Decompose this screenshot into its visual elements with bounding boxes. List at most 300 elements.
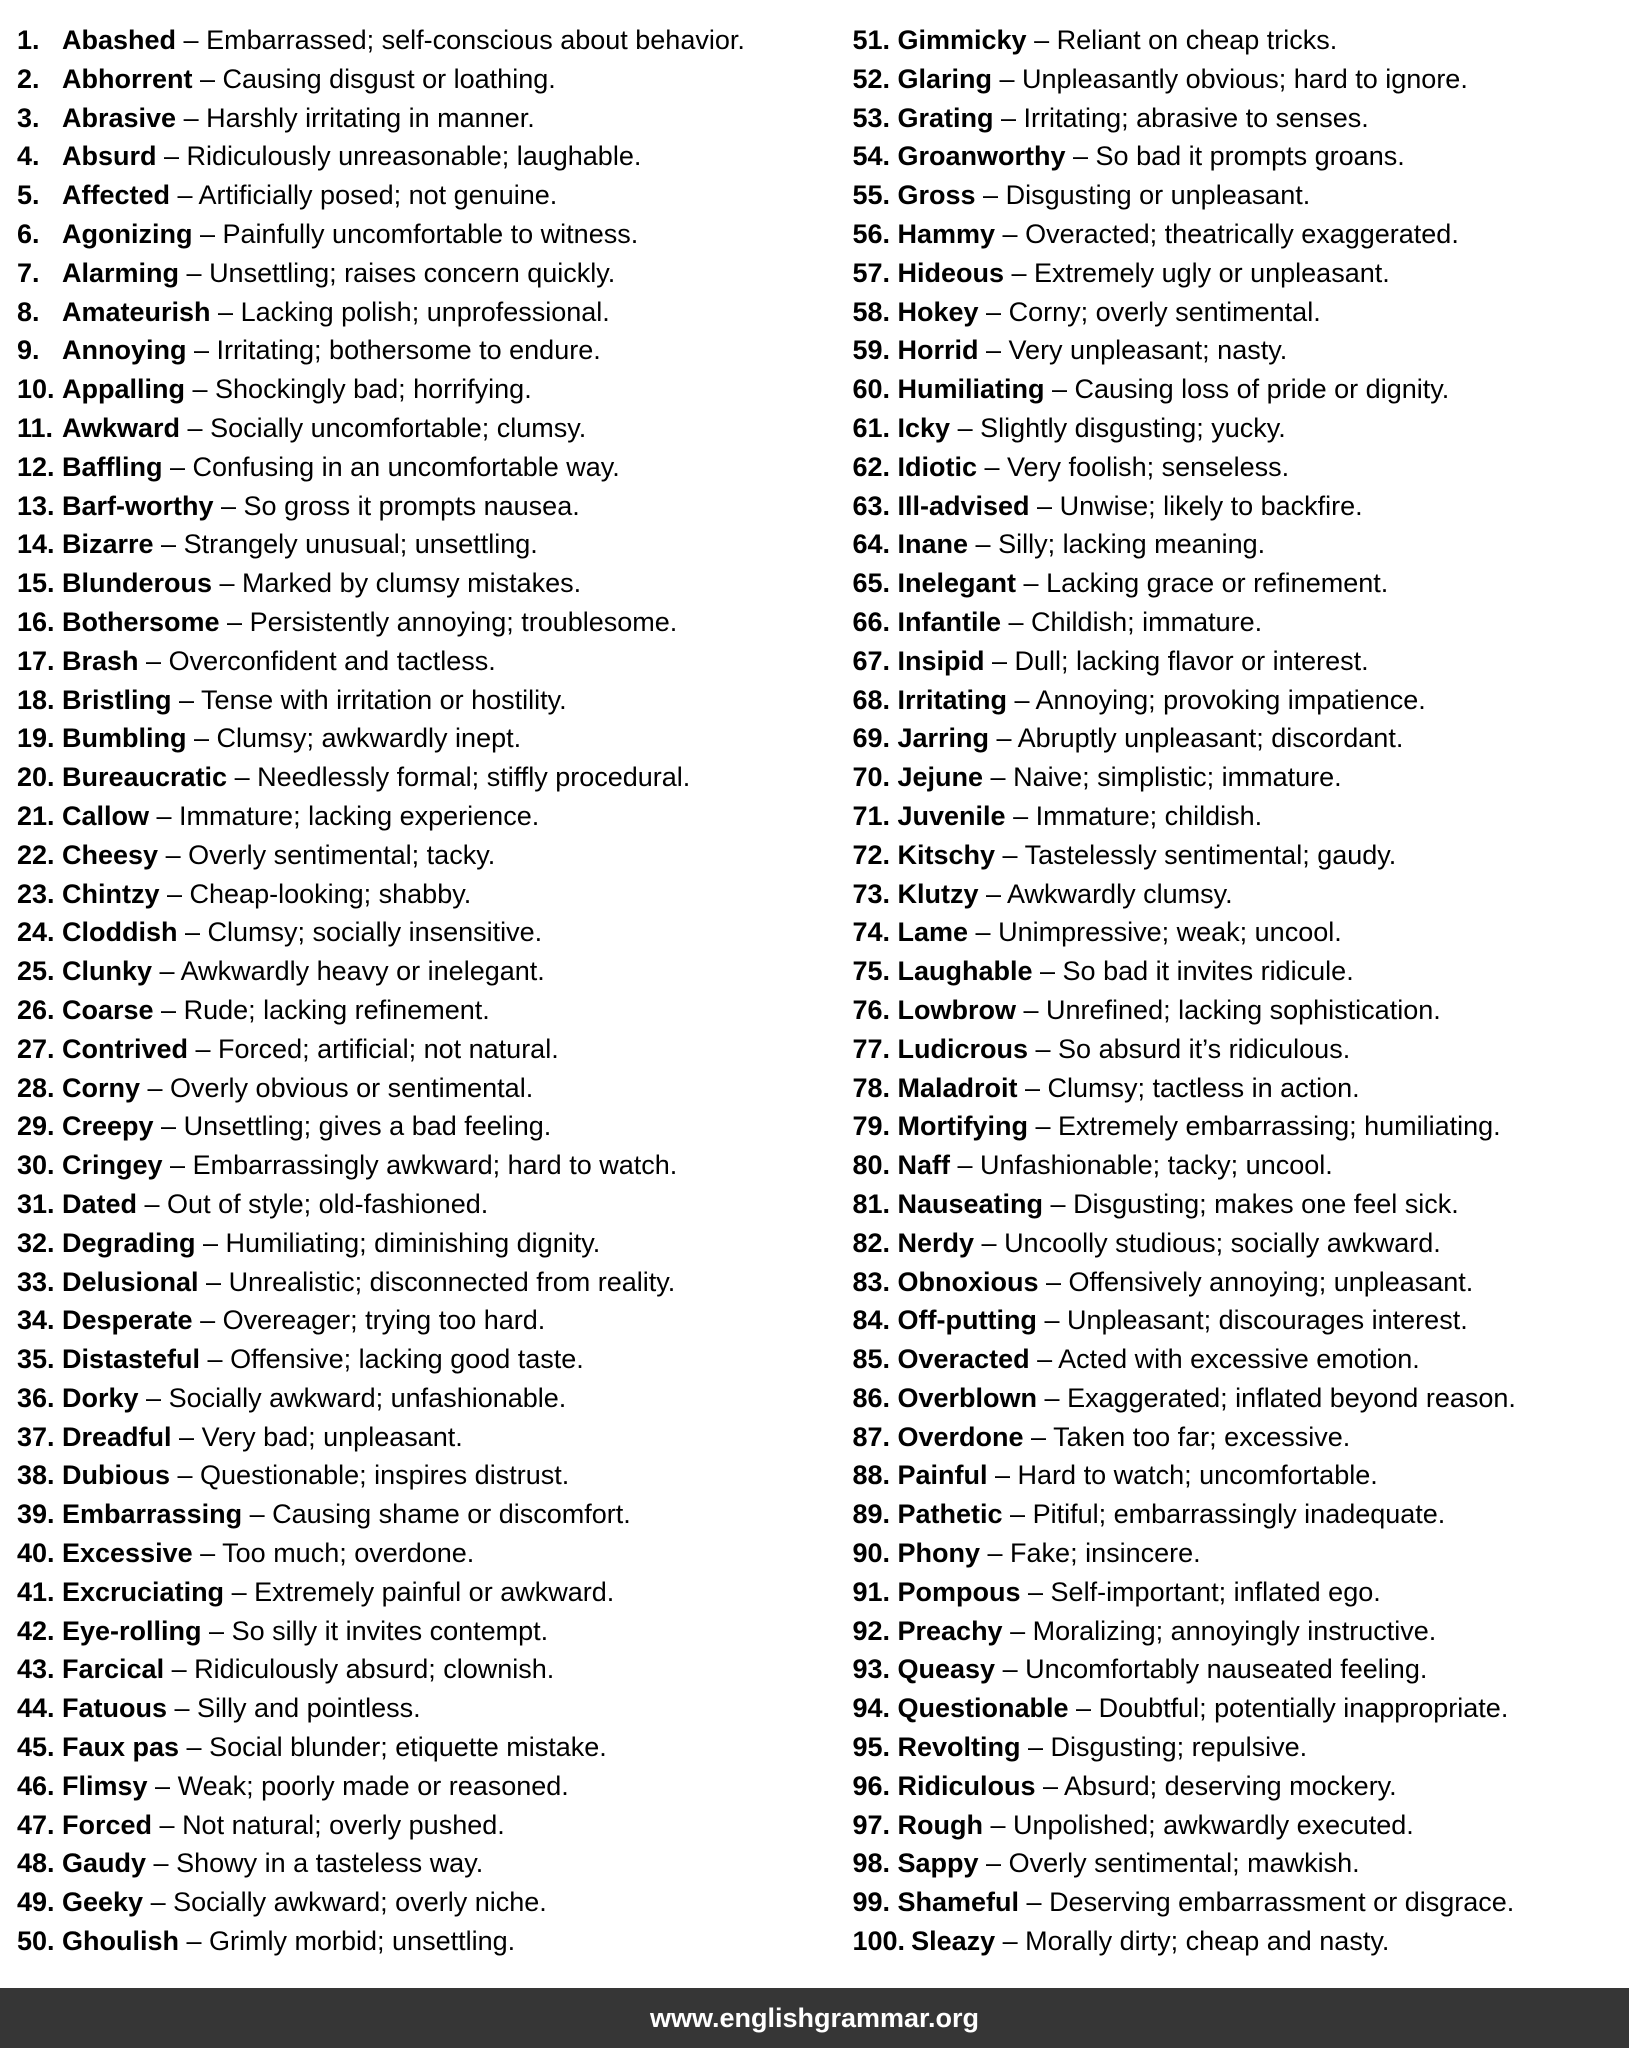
item-text — [898, 1732, 1308, 1762]
item-number: 87. — [852, 1421, 891, 1452]
item-separator: – — [177, 917, 208, 948]
item-number: 91. — [852, 1576, 891, 1607]
list-item — [17, 293, 815, 332]
list-item — [853, 176, 1629, 215]
list-item — [17, 758, 815, 797]
item-term: Delusional — [62, 1266, 199, 1297]
item-definition: Fake; insincere. — [1010, 1538, 1201, 1569]
item-number: 71. — [852, 800, 891, 831]
item-text — [62, 1654, 554, 1684]
item-term: Idiotic — [897, 451, 977, 482]
item-number: 15. — [17, 568, 55, 599]
item-definition: Embarrassed; self-conscious about behavior. — [206, 25, 745, 55]
item-term: Abashed — [62, 25, 177, 55]
item-separator: – — [162, 1150, 193, 1181]
item-separator: – — [1038, 1266, 1069, 1297]
item-number: 95. — [852, 1732, 891, 1763]
list-item — [853, 1418, 1629, 1457]
item-definition: Strangely unusual; unsettling. — [183, 529, 538, 560]
item-number: 49. — [17, 1887, 55, 1918]
item-text — [898, 1111, 1501, 1141]
item-text — [898, 1616, 1437, 1646]
list-item — [853, 254, 1629, 293]
item-definition: Morally dirty; cheap and nasty. — [1025, 1926, 1390, 1957]
item-separator: – — [146, 1848, 177, 1879]
item-separator: – — [185, 374, 216, 405]
item-term: Sleazy — [911, 1926, 996, 1957]
item-definition: Slightly disgusting; yucky. — [980, 412, 1286, 443]
item-text — [62, 1189, 488, 1219]
item-text — [62, 141, 641, 171]
item-definition: Overly sentimental; tacky. — [188, 839, 496, 870]
item-definition: Overly obvious or sentimental. — [170, 1072, 534, 1103]
item-number: 80. — [852, 1150, 891, 1181]
item-definition: Self-important; inflated ego. — [1050, 1576, 1381, 1607]
list-item — [853, 1030, 1629, 1069]
list-item — [17, 1495, 815, 1534]
list-item — [17, 1534, 815, 1573]
item-number: 50. — [17, 1926, 55, 1957]
item-definition: Awkwardly heavy or inelegant. — [180, 956, 545, 987]
item-separator: – — [984, 645, 1015, 676]
list-item — [853, 1340, 1629, 1379]
item-term: Infantile — [897, 606, 1002, 637]
item-text — [898, 1771, 1397, 1801]
item-separator: – — [978, 1848, 1009, 1879]
item-text — [898, 956, 1354, 986]
item-definition: Deserving embarrassment or disgrace. — [1049, 1887, 1515, 1918]
item-term: Dorky — [62, 1382, 139, 1413]
item-separator: – — [1023, 1421, 1054, 1452]
item-text — [62, 25, 745, 55]
item-term: Inane — [897, 529, 969, 560]
list-item — [17, 1069, 815, 1108]
item-term: Ridiculous — [897, 1770, 1036, 1801]
item-number: 4. — [17, 141, 40, 172]
item-term: Bureaucratic — [62, 762, 228, 793]
item-separator: – — [993, 102, 1024, 133]
item-term: Bumbling — [62, 723, 187, 754]
item-definition: Annoying; provoking impatience. — [1035, 684, 1426, 715]
item-separator: – — [977, 451, 1008, 482]
list-item — [853, 1806, 1629, 1845]
footer-bar — [0, 1988, 1629, 2048]
item-number: 45. — [17, 1732, 55, 1763]
item-separator: – — [224, 1576, 255, 1607]
item-definition: Not natural; overly pushed. — [182, 1809, 505, 1840]
item-text — [62, 413, 586, 443]
item-term: Dubious — [62, 1460, 170, 1491]
item-definition: Clumsy; awkwardly inept. — [216, 723, 522, 754]
item-definition: Offensively annoying; unpleasant. — [1068, 1266, 1474, 1297]
item-text — [62, 607, 677, 637]
item-term: Excruciating — [62, 1576, 225, 1607]
list-item — [17, 797, 815, 836]
item-text — [898, 491, 1363, 521]
item-number: 92. — [852, 1615, 891, 1646]
item-separator: – — [213, 490, 244, 521]
item-term: Icky — [897, 412, 951, 443]
item-definition: Unrefined; lacking sophistication. — [1046, 994, 1441, 1025]
item-definition: Childish; immature. — [1031, 606, 1263, 637]
list-item — [17, 254, 815, 293]
list-item — [853, 603, 1629, 642]
item-text — [62, 840, 495, 870]
item-number: 82. — [852, 1227, 891, 1258]
item-definition: Abruptly unpleasant; discordant. — [1017, 723, 1404, 754]
item-term: Overacted — [897, 1344, 1030, 1375]
item-number: 89. — [852, 1499, 891, 1530]
item-text — [62, 1693, 421, 1723]
item-definition: Disgusting or unpleasant. — [1005, 180, 1311, 211]
item-text — [62, 1073, 533, 1103]
item-separator: – — [1016, 568, 1047, 599]
item-term: Contrived — [62, 1033, 189, 1064]
item-text — [62, 917, 542, 947]
item-text — [62, 685, 567, 715]
list-item — [853, 1922, 1629, 1961]
item-definition: Moralizing; annoyingly instructive. — [1032, 1615, 1437, 1646]
item-text — [898, 1073, 1360, 1103]
item-number: 68. — [852, 684, 891, 715]
item-text — [898, 917, 1342, 947]
item-separator: – — [186, 723, 217, 754]
item-number: 96. — [852, 1770, 891, 1801]
list-item — [17, 370, 815, 409]
item-text — [62, 1383, 566, 1413]
item-definition: Lacking grace or refinement. — [1046, 568, 1389, 599]
item-separator: – — [1029, 490, 1060, 521]
item-term: Pathetic — [897, 1499, 1003, 1530]
item-term: Klutzy — [897, 878, 979, 909]
item-term: Blunderous — [62, 568, 213, 599]
item-term: Groanworthy — [897, 141, 1066, 172]
item-definition: Acted with excessive emotion. — [1058, 1344, 1420, 1375]
item-separator: – — [219, 606, 250, 637]
item-term: Overblown — [897, 1382, 1038, 1413]
list-item — [853, 215, 1629, 254]
item-term: Dated — [62, 1188, 138, 1219]
item-definition: Social blunder; etiquette mistake. — [209, 1732, 607, 1763]
item-text — [898, 1267, 1474, 1297]
item-term: Agonizing — [62, 218, 193, 249]
list-item — [853, 642, 1629, 681]
item-separator: – — [176, 102, 207, 133]
item-definition: Tastelessly sentimental; gaudy. — [1024, 839, 1397, 870]
item-separator: – — [1002, 1499, 1033, 1530]
item-separator: – — [982, 1809, 1014, 1840]
item-separator: – — [143, 1887, 174, 1918]
item-term: Hammy — [897, 218, 996, 249]
item-definition: Persistently annoying; troublesome. — [249, 606, 678, 637]
item-number: 75. — [852, 956, 891, 987]
item-separator: – — [162, 451, 193, 482]
item-number: 64. — [852, 529, 891, 560]
item-number: 26. — [17, 994, 55, 1025]
list-item — [17, 913, 815, 952]
item-number: 38. — [17, 1460, 55, 1491]
item-number: 46. — [17, 1770, 55, 1801]
item-number: 5. — [17, 180, 40, 211]
list-item — [17, 1844, 815, 1883]
item-number: 61. — [852, 412, 891, 443]
item-separator: – — [968, 529, 999, 560]
item-text — [898, 995, 1441, 1025]
item-term: Phony — [897, 1538, 981, 1569]
item-definition: Clumsy; tactless in action. — [1047, 1072, 1360, 1103]
item-term: Corny — [62, 1072, 141, 1103]
list-item — [853, 448, 1629, 487]
item-number: 62. — [852, 451, 891, 482]
item-separator: – — [974, 1227, 1005, 1258]
item-number: 51. — [852, 25, 891, 55]
item-separator: – — [149, 800, 180, 831]
item-text — [62, 1460, 569, 1490]
item-separator: – — [1019, 1887, 1050, 1918]
item-term: Ill-advised — [897, 490, 1030, 521]
item-text — [62, 995, 490, 1025]
item-text — [62, 879, 471, 909]
item-term: Excessive — [62, 1538, 193, 1569]
item-text — [898, 64, 1468, 94]
item-term: Gimmicky — [897, 25, 1027, 55]
item-definition: Socially uncomfortable; clumsy. — [210, 412, 587, 443]
item-term: Fatuous — [62, 1693, 167, 1724]
item-term: Flimsy — [62, 1770, 148, 1801]
item-text — [62, 491, 580, 521]
item-term: Barf-worthy — [62, 490, 214, 521]
website-url: www.englishgrammar.org — [649, 2002, 980, 2033]
item-text — [62, 1577, 614, 1607]
item-definition: Pitiful; embarrassingly inadequate. — [1032, 1499, 1446, 1530]
item-number: 44. — [17, 1693, 55, 1724]
item-definition: Dull; lacking flavor or interest. — [1014, 645, 1369, 676]
item-separator: – — [1017, 1072, 1048, 1103]
item-term: Clunky — [62, 956, 153, 987]
item-text — [62, 1034, 559, 1064]
item-definition: Forced; artificial; not natural. — [218, 1033, 559, 1064]
item-separator: – — [1001, 606, 1032, 637]
list-item — [17, 642, 815, 681]
item-number: 56. — [852, 218, 891, 249]
list-item — [17, 1340, 815, 1379]
item-definition: Awkwardly clumsy. — [1007, 878, 1233, 909]
item-separator: – — [180, 412, 211, 443]
item-definition: Artificially posed; not genuine. — [198, 180, 558, 211]
list-item — [853, 913, 1629, 952]
item-separator: – — [138, 1382, 169, 1413]
item-term: Faux pas — [62, 1732, 180, 1763]
item-text — [898, 646, 1369, 676]
item-separator: – — [192, 1305, 223, 1336]
item-separator: – — [978, 335, 1009, 366]
item-term: Abhorrent — [62, 63, 193, 94]
item-term: Bothersome — [62, 606, 220, 637]
item-text — [898, 103, 1369, 133]
item-separator: – — [950, 412, 981, 443]
item-definition: Immature; lacking experience. — [179, 800, 540, 831]
item-text — [898, 297, 1321, 327]
item-text — [62, 1538, 474, 1568]
list-item — [853, 409, 1629, 448]
item-text — [62, 1150, 677, 1180]
word-list-column-2 — [815, 0, 1629, 1988]
list-item — [17, 1728, 815, 1767]
item-definition: Extremely ugly or unpleasant. — [1034, 257, 1390, 288]
item-term: Hideous — [897, 257, 1005, 288]
item-text — [62, 103, 535, 133]
item-term: Overdone — [897, 1421, 1024, 1452]
item-text — [898, 1150, 1333, 1180]
item-definition: Out of style; old-fashioned. — [167, 1188, 489, 1219]
list-item — [853, 487, 1629, 526]
item-text — [898, 1034, 1351, 1064]
item-definition: Embarrassingly awkward; hard to watch. — [192, 1150, 678, 1181]
item-definition: Questionable; inspires distrust. — [200, 1460, 570, 1491]
list-item — [17, 1650, 815, 1689]
list-item — [853, 875, 1629, 914]
list-item — [17, 1418, 815, 1457]
item-number: 85. — [852, 1344, 891, 1375]
list-item — [853, 1107, 1629, 1146]
item-term: Eye-rolling — [62, 1615, 202, 1646]
item-definition: Causing shame or discomfort. — [272, 1499, 631, 1530]
item-text — [898, 374, 1450, 404]
item-separator: – — [1068, 1693, 1099, 1724]
list-item — [853, 1612, 1629, 1651]
item-separator: – — [201, 1615, 232, 1646]
item-definition: Shockingly bad; horrifying. — [215, 374, 532, 405]
item-term: Mortifying — [897, 1111, 1028, 1142]
item-text — [62, 1887, 547, 1917]
item-text — [898, 219, 1459, 249]
item-term: Kitschy — [897, 839, 996, 870]
item-definition: Unfashionable; tacky; uncool. — [980, 1150, 1333, 1181]
list-item — [17, 875, 815, 914]
item-term: Off-putting — [897, 1305, 1037, 1336]
item-text — [898, 335, 1288, 365]
item-definition: Exaggerated; inflated beyond reason. — [1067, 1382, 1516, 1413]
item-text — [898, 1538, 1201, 1568]
item-text — [62, 1228, 600, 1258]
item-term: Cheesy — [62, 839, 159, 870]
item-term: Horrid — [897, 335, 979, 366]
item-text — [62, 297, 610, 327]
item-separator: – — [1035, 1770, 1065, 1801]
item-number: 30. — [17, 1150, 55, 1181]
item-separator: – — [1020, 1732, 1051, 1763]
item-separator: – — [975, 180, 1006, 211]
item-text — [62, 1267, 675, 1297]
item-definition: Weak; poorly made or reasoned. — [177, 1770, 569, 1801]
item-definition: Rude; lacking refinement. — [183, 994, 490, 1025]
item-term: Alarming — [62, 257, 180, 288]
list-item — [853, 1534, 1629, 1573]
list-item — [853, 331, 1629, 370]
item-text — [898, 1810, 1414, 1840]
item-term: Irritating — [897, 684, 1008, 715]
item-text — [62, 646, 496, 676]
item-text — [898, 180, 1311, 210]
item-separator: – — [152, 1809, 183, 1840]
item-number: 99. — [852, 1887, 891, 1918]
item-definition: So bad it prompts groans. — [1095, 141, 1405, 172]
item-text — [898, 568, 1389, 598]
item-term: Farcical — [62, 1654, 165, 1685]
item-number: 52. — [852, 63, 891, 94]
item-definition: Overconfident and tactless. — [168, 645, 496, 676]
item-text — [898, 1848, 1360, 1878]
list-item — [853, 1146, 1629, 1185]
item-term: Laughable — [897, 956, 1033, 987]
item-separator: – — [1004, 257, 1035, 288]
item-number: 69. — [852, 723, 891, 754]
list-item — [853, 1379, 1629, 1418]
item-separator: – — [156, 141, 187, 172]
item-term: Desperate — [62, 1305, 193, 1336]
item-definition: Ridiculously unreasonable; laughable. — [186, 141, 642, 172]
list-item — [853, 1728, 1629, 1767]
list-item — [853, 1844, 1629, 1883]
item-text — [62, 1926, 515, 1956]
item-number: 21. — [17, 800, 55, 831]
item-number: 18. — [17, 684, 55, 715]
item-text — [898, 685, 1426, 715]
item-text — [898, 1189, 1459, 1219]
item-number: 54. — [852, 141, 891, 172]
list-item — [17, 1146, 815, 1185]
item-number: 17. — [17, 645, 55, 676]
item-number: 31. — [17, 1188, 55, 1219]
item-number: 39. — [17, 1499, 55, 1530]
list-item — [17, 836, 815, 875]
item-separator: – — [188, 1033, 219, 1064]
list-item — [17, 1224, 815, 1263]
item-term: Callow — [62, 800, 150, 831]
item-number: 63. — [852, 490, 891, 521]
item-term: Forced — [62, 1809, 153, 1840]
item-number: 81. — [852, 1188, 891, 1219]
item-definition: Unimpressive; weak; uncool. — [998, 917, 1342, 948]
list-item — [17, 1573, 815, 1612]
item-number: 48. — [17, 1848, 55, 1879]
item-definition: Offensive; lacking good taste. — [230, 1344, 584, 1375]
item-definition: Causing loss of pride or dignity. — [1074, 374, 1450, 405]
item-number: 100. — [852, 1926, 906, 1957]
item-term: Gaudy — [62, 1848, 147, 1879]
item-definition: Unsettling; gives a bad feeling. — [183, 1111, 552, 1142]
item-separator: – — [995, 218, 1026, 249]
list-item — [853, 370, 1629, 409]
item-term: Glaring — [897, 63, 993, 94]
item-definition: Needlessly formal; stiffly procedural. — [257, 762, 691, 793]
item-definition: Marked by clumsy mistakes. — [242, 568, 582, 599]
item-separator: – — [164, 1654, 195, 1685]
item-separator: – — [242, 1499, 273, 1530]
item-definition: Taken too far; excessive. — [1053, 1421, 1351, 1452]
list-item — [853, 21, 1629, 60]
item-number: 19. — [17, 723, 55, 754]
item-definition: Harshly irritating in manner. — [206, 102, 535, 133]
item-definition: Hard to watch; uncomfortable. — [1017, 1460, 1378, 1491]
item-number: 78. — [852, 1072, 891, 1103]
item-text — [62, 1305, 545, 1335]
item-separator: – — [980, 1538, 1011, 1569]
item-separator: – — [992, 63, 1023, 94]
item-separator: – — [179, 257, 210, 288]
item-text — [62, 1499, 631, 1529]
list-item — [853, 1456, 1629, 1495]
